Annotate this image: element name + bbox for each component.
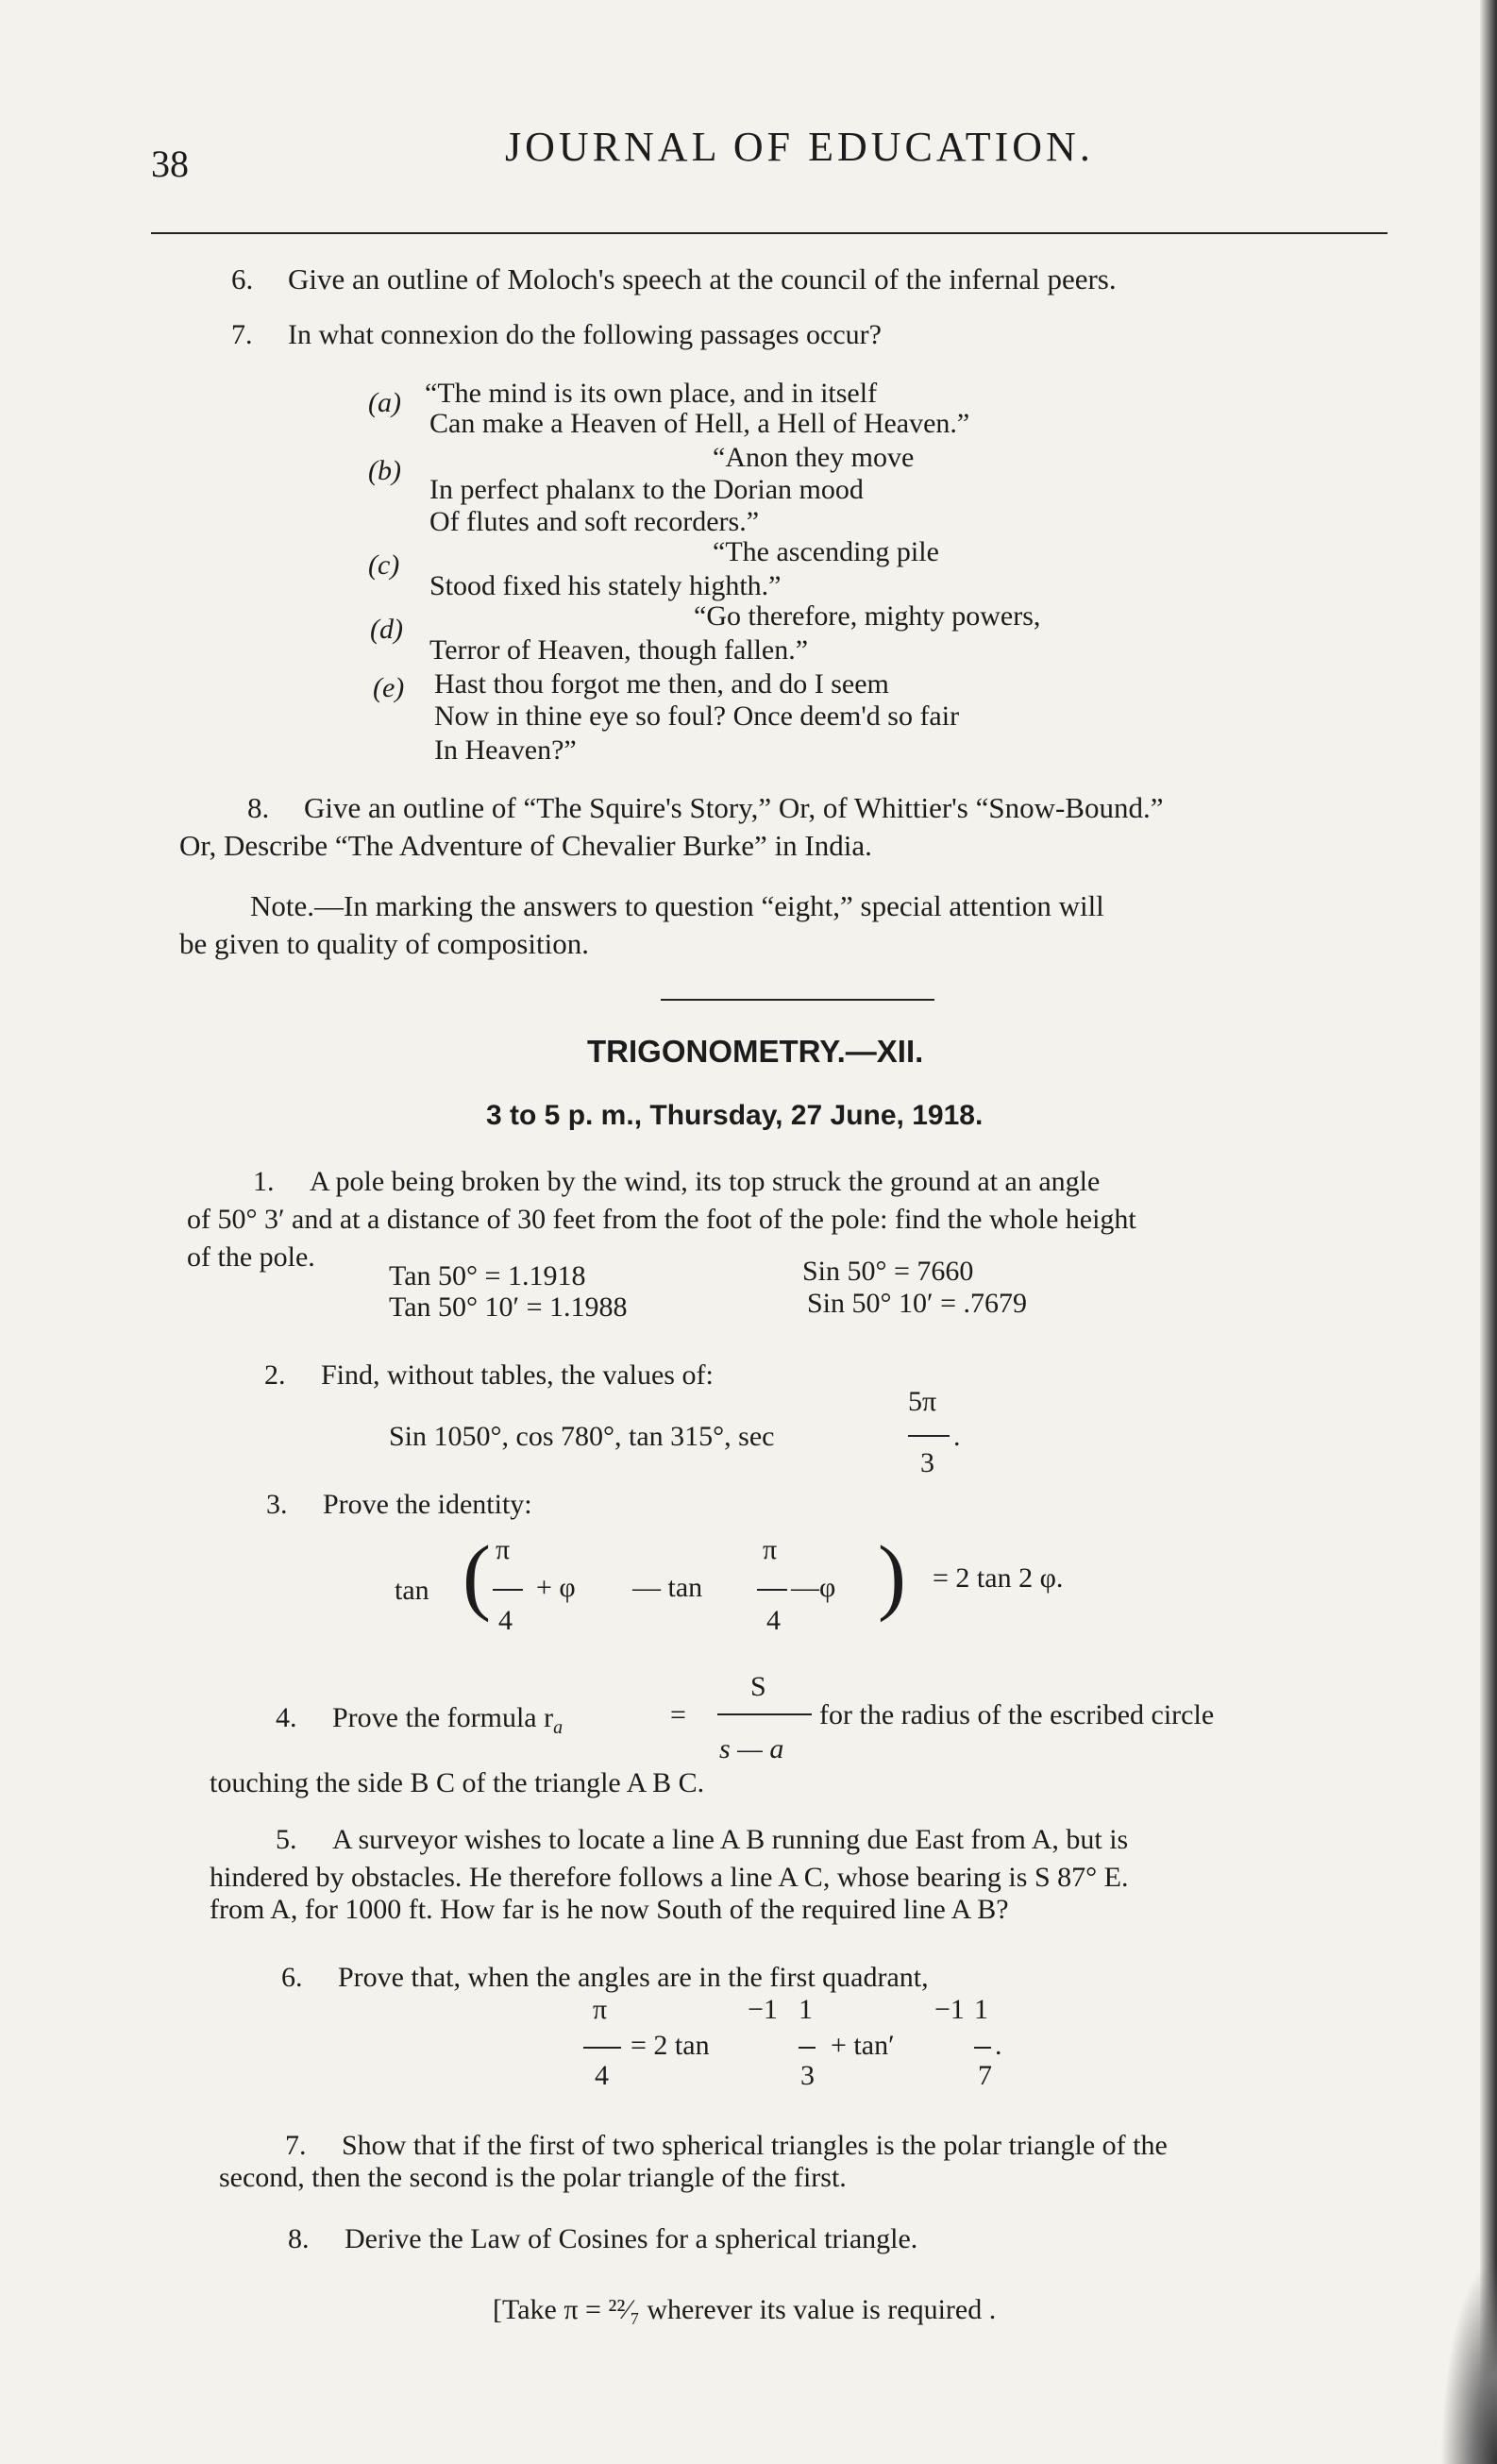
q6-period: . <box>995 2030 1002 2061</box>
question-text: Give an outline of “The Squire's Story,” Or, of Whittier's “Snow-Bound.” <box>304 791 1164 824</box>
english-question-6 <box>231 262 1117 296</box>
trig-title: TRIGONOMETRY.—XII. <box>587 1034 924 1069</box>
q4-fraction-bar <box>717 1713 812 1715</box>
question-number: 3. <box>266 1489 288 1520</box>
passage-label-b: (b) <box>368 455 401 486</box>
q3-open-paren: ( <box>463 1529 491 1623</box>
q4-fraction-denominator: s — a <box>719 1733 784 1764</box>
trig-question-5-line-2: hindered by obstacles. He therefore follows a line A C, whose bearing is S 87° E. <box>210 1862 1129 1893</box>
q6-three: 3 <box>800 2060 815 2091</box>
passage-b-line-1: “Anon they move <box>713 442 915 473</box>
question-text: In what connexion do the following passages occur? <box>288 319 882 350</box>
section-divider <box>661 999 934 1001</box>
question-text: A surveyor wishes to locate a line A B running due East from A, but is <box>332 1824 1129 1855</box>
question-number: 5. <box>276 1824 297 1855</box>
passage-c-line-2: Stood fixed his stately highth.” <box>429 570 782 601</box>
q6-four: 4 <box>595 2060 609 2091</box>
q3-fraction-bar-2 <box>757 1589 787 1591</box>
english-question-8-line-1 <box>247 791 1163 825</box>
q6-one-1: 1 <box>799 1994 813 2025</box>
q3-minus-phi: —φ <box>791 1572 836 1603</box>
question-number: 6. <box>231 262 254 295</box>
q3-tan: tan <box>395 1575 429 1606</box>
q2-expression: Sin 1050°, cos 780°, tan 315°, sec <box>389 1421 775 1452</box>
passage-a-line-1: “The mind is its own place, and in itself <box>425 378 878 409</box>
trig-question-6 <box>281 1962 929 1994</box>
note-line-2: be given to quality of composition. <box>179 927 589 960</box>
q6-fraction-bar-3 <box>974 2047 991 2049</box>
q3-close-paren: ) <box>878 1529 906 1623</box>
q6-one-2: 1 <box>974 1994 988 2025</box>
sin-50-value: Sin 50° = 7660 <box>802 1256 974 1287</box>
passage-c-line-1: “The ascending pile <box>713 536 939 567</box>
q3-pi-2: π <box>763 1534 778 1565</box>
q6-sup-1: −1 <box>748 1994 778 2025</box>
q6-fraction-bar-2 <box>799 2047 816 2049</box>
passage-d-line-2: Terror of Heaven, though fallen.” <box>429 634 809 666</box>
question-text: A pole being broken by the wind, its top struck the ground at an angle <box>310 1166 1101 1197</box>
question-text: Derive the Law of Cosines for a spherical triangle. <box>345 2223 918 2254</box>
q3-four-2: 4 <box>766 1605 781 1636</box>
trig-question-3 <box>266 1489 532 1521</box>
q2-fraction-bar <box>908 1435 950 1437</box>
passage-e-line-1: Hast thou forgot me then, and do I seem <box>434 668 889 700</box>
q2-fraction-numerator: 5π <box>908 1386 937 1417</box>
corner-smudge <box>1440 2256 1497 2464</box>
q3-fraction-bar-1 <box>493 1589 523 1591</box>
q6-fraction-bar-1 <box>583 2047 621 2049</box>
trig-question-7-line-1 <box>285 2130 1168 2162</box>
q4-fraction-numerator: S <box>750 1671 766 1702</box>
passage-label-e: (e) <box>373 672 405 703</box>
q3-four-1: 4 <box>498 1605 513 1636</box>
q3-pi-1: π <box>496 1534 511 1565</box>
passage-label-a: (a) <box>368 387 401 418</box>
q2-period: . <box>953 1421 961 1452</box>
q6-pi: π <box>593 1994 608 2025</box>
question-number: 2. <box>264 1359 286 1391</box>
trig-question-1-line-3: of the pole. <box>187 1241 315 1273</box>
question-number: 6. <box>281 1962 303 1993</box>
passage-d-line-1: “Go therefore, mighty powers, <box>694 600 1041 632</box>
journal-title: JOURNAL OF EDUCATION. <box>505 124 1094 170</box>
trig-question-1-line-1 <box>253 1166 1100 1198</box>
trig-question-7-line-2: second, then the second is the polar triangle of the first. <box>219 2162 847 2193</box>
question-text: Give an outline of Moloch's speech at the council of the infernal peers. <box>288 262 1117 295</box>
tan-50-value: Tan 50° = 1.1918 <box>389 1260 586 1291</box>
note-line-1: Note.—In marking the answers to question “eight,” special attention will <box>250 889 1104 922</box>
question-text: Prove the formula r <box>332 1702 554 1733</box>
passage-label-d: (d) <box>370 614 403 645</box>
trig-question-4-lead <box>276 1702 563 1739</box>
header-rule <box>151 232 1388 234</box>
q6-sup-2: −1 <box>934 1994 965 2025</box>
passage-b-line-3: Of flutes and soft recorders.” <box>429 506 760 537</box>
trig-question-2 <box>264 1359 714 1392</box>
english-question-8-line-2: Or, Describe “The Adventure of Chevalier Burke” in India. <box>179 829 872 862</box>
q6-plus-tan: + tan′ <box>831 2030 895 2061</box>
sin-50-10-value: Sin 50° 10′ = .7679 <box>807 1288 1027 1319</box>
tan-50-10-value: Tan 50° 10′ = 1.1988 <box>389 1291 628 1323</box>
q3-plus-phi: + φ <box>536 1572 576 1603</box>
question-number: 8. <box>288 2223 310 2254</box>
english-question-7 <box>231 319 882 351</box>
question-number: 4. <box>276 1702 297 1733</box>
question-text: Prove the identity: <box>323 1489 532 1520</box>
q4-rest: for the radius of the escribed circle <box>819 1699 1215 1730</box>
q4-equals: = <box>670 1699 686 1730</box>
subscript-a: a <box>553 1717 563 1738</box>
question-number: 7. <box>285 2130 307 2161</box>
q6-seven: 7 <box>978 2060 992 2091</box>
trig-question-8 <box>288 2223 917 2255</box>
question-number: 8. <box>247 791 270 824</box>
passage-a-line-2: Can make a Heaven of Hell, a Hell of Heaven.” <box>429 408 970 439</box>
trig-question-5-line-1 <box>276 1824 1128 1856</box>
page-edge-shadow <box>1480 0 1497 2464</box>
passage-b-line-2: In perfect phalanx to the Dorian mood <box>429 474 864 505</box>
footnote-pi-value: [Take π = ²²⁄₇ wherever its value is required . <box>493 2294 997 2325</box>
passage-e-line-3: In Heaven?” <box>434 734 577 766</box>
q6-equals-tan: = 2 tan <box>631 2030 710 2061</box>
q3-rhs: = 2 tan 2 φ. <box>933 1562 1064 1594</box>
trig-subtitle: 3 to 5 p. m., Thursday, 27 June, 1918. <box>486 1100 984 1131</box>
trig-question-4-line-2: touching the side B C of the triangle A B C. <box>210 1767 705 1798</box>
passage-e-line-2: Now in thine eye so foul? Once deem'd so fair <box>434 700 960 732</box>
question-text: Show that if the first of two spherical triangles is the polar triangle of the <box>342 2130 1168 2161</box>
passage-label-c: (c) <box>368 549 400 581</box>
page-number: 38 <box>151 143 189 185</box>
question-text: Prove that, when the angles are in the first quadrant, <box>338 1962 929 1993</box>
question-text: Find, without tables, the values of: <box>321 1359 714 1391</box>
q2-fraction-denominator: 3 <box>920 1447 934 1478</box>
question-number: 7. <box>231 319 253 350</box>
trig-question-1-line-2: of 50° 3′ and at a distance of 30 feet from the foot of the pole: find the whole height <box>187 1204 1136 1235</box>
question-number: 1. <box>253 1166 275 1197</box>
q3-minus-tan: — tan <box>632 1572 703 1603</box>
trig-question-5-line-3: from A, for 1000 ft. How far is he now South of the required line A B? <box>210 1894 1009 1925</box>
